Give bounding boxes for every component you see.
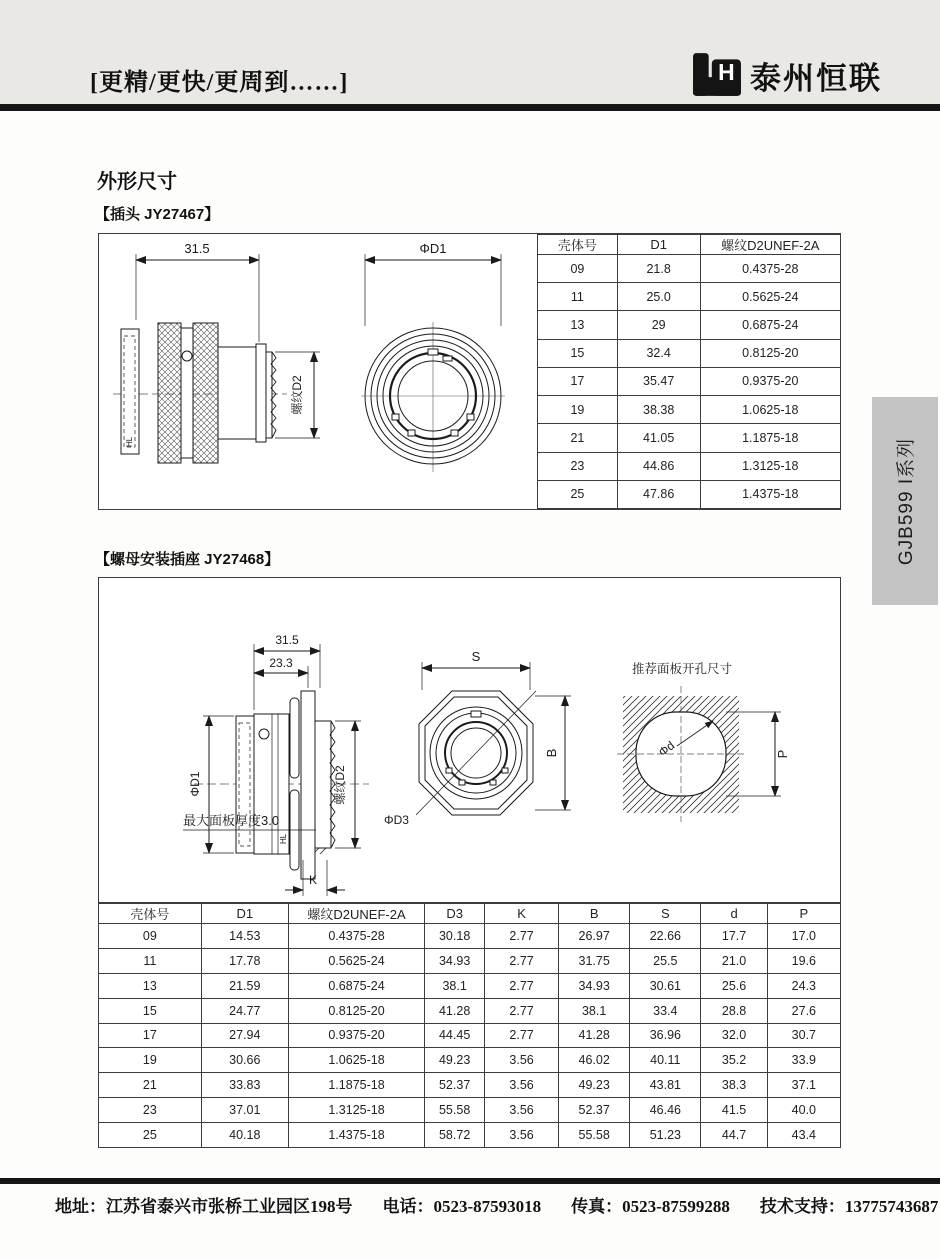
dim-23-3-label: 23.3 — [269, 656, 293, 670]
plug-dimension-table — [537, 234, 841, 509]
series-side-tab — [872, 397, 938, 605]
table-cell: 17 — [538, 367, 618, 395]
table-cell: 3.56 — [485, 1123, 559, 1148]
table-cell: 09 — [538, 255, 618, 283]
body-mark-label: HL — [125, 436, 134, 447]
table-cell: 1.3125-18 — [700, 452, 840, 480]
column-header: 螺纹D2UNEF-2A — [288, 904, 424, 924]
table-cell: 11 — [538, 283, 618, 311]
column-header: P — [767, 904, 840, 924]
plug-section-heading: 【插头 JY27467】 — [95, 206, 220, 223]
table-row — [99, 1023, 841, 1048]
column-header: 壳体号 — [99, 904, 202, 924]
table-cell: 0.5625-24 — [700, 283, 840, 311]
table-cell: 0.4375-28 — [700, 255, 840, 283]
table-cell: 15 — [99, 998, 202, 1023]
table-cell: 23 — [99, 1098, 202, 1123]
brand-name: 泰州恒联 — [750, 60, 882, 96]
table-row — [99, 973, 841, 998]
table-cell: 44.45 — [425, 1023, 485, 1048]
table-cell: 41.28 — [559, 1023, 630, 1048]
table-cell: 46.46 — [630, 1098, 701, 1123]
footer-support: 技术支持：13775743687 — [759, 1197, 939, 1216]
table-header-row — [538, 235, 841, 255]
table-cell: 0.6875-24 — [700, 311, 840, 339]
body-mark-label: HL — [279, 833, 288, 844]
table-row — [538, 480, 841, 508]
dim-31-5-label: 31.5 — [184, 241, 210, 256]
table-cell: 27.6 — [767, 998, 840, 1023]
table-cell: 27.94 — [201, 1023, 288, 1048]
table-row — [538, 255, 841, 283]
footer-address: 地址：江苏省泰兴市张桥工业园区198号 — [55, 1197, 353, 1216]
table-cell: 44.7 — [701, 1123, 767, 1148]
table-cell: 58.72 — [425, 1123, 485, 1148]
table-cell: 41.28 — [425, 998, 485, 1023]
table-cell: 30.66 — [201, 1048, 288, 1073]
table-cell: 1.0625-18 — [700, 396, 840, 424]
table-row — [538, 452, 841, 480]
receptacle-table-wrap — [98, 903, 841, 1148]
table-cell: 46.02 — [559, 1048, 630, 1073]
column-header: K — [485, 904, 559, 924]
table-cell: 52.37 — [425, 1073, 485, 1098]
table-cell: 2.77 — [485, 924, 559, 949]
table-cell: 19 — [99, 1048, 202, 1073]
table-cell: 33.9 — [767, 1048, 840, 1073]
table-cell: 1.0625-18 — [288, 1048, 424, 1073]
table-cell: 47.86 — [617, 480, 700, 508]
table-cell: 40.0 — [767, 1098, 840, 1123]
receptacle-face-view — [384, 649, 571, 827]
column-header: d — [701, 904, 767, 924]
table-cell: 25.5 — [630, 948, 701, 973]
table-row — [538, 283, 841, 311]
table-cell: 17.78 — [201, 948, 288, 973]
table-cell: 38.3 — [701, 1073, 767, 1098]
table-cell: 35.47 — [617, 367, 700, 395]
lh-logo-icon — [692, 50, 742, 100]
receptacle-drawing-box — [98, 577, 841, 903]
receptacle-side-view — [183, 633, 369, 896]
table-cell: 40.18 — [201, 1123, 288, 1148]
table-cell: 41.5 — [701, 1098, 767, 1123]
table-row — [99, 924, 841, 949]
dim-b-label: B — [544, 748, 559, 758]
table-cell: 19 — [538, 396, 618, 424]
column-header: B — [559, 904, 630, 924]
table-cell: 1.1875-18 — [700, 424, 840, 452]
table-cell: 37.1 — [767, 1073, 840, 1098]
table-cell: 3.56 — [485, 1048, 559, 1073]
table-cell: 38.1 — [559, 998, 630, 1023]
table-cell: 31.75 — [559, 948, 630, 973]
table-cell: 2.77 — [485, 948, 559, 973]
table-header-row — [99, 904, 841, 924]
column-header: D1 — [201, 904, 288, 924]
column-header: 螺纹D2UNEF-2A — [700, 235, 840, 255]
phi-d-label: Φd — [655, 738, 678, 760]
table-cell: 40.11 — [630, 1048, 701, 1073]
table-cell: 0.8125-20 — [288, 998, 424, 1023]
phi-d3-label: ΦD3 — [384, 813, 409, 827]
phi-d1-label: ΦD1 — [188, 771, 202, 797]
series-side-tab-label: GJB599 I系列 — [896, 437, 918, 565]
table-cell: 13 — [99, 973, 202, 998]
table-cell: 38.1 — [425, 973, 485, 998]
header-band — [0, 0, 940, 104]
table-cell: 34.93 — [425, 948, 485, 973]
table-cell: 33.4 — [630, 998, 701, 1023]
table-cell: 33.83 — [201, 1073, 288, 1098]
column-header: S — [630, 904, 701, 924]
table-cell: 21.8 — [617, 255, 700, 283]
dim-s-label: S — [471, 649, 481, 664]
table-cell: 34.93 — [559, 973, 630, 998]
plug-drawing-box — [98, 233, 841, 510]
table-cell: 2.77 — [485, 998, 559, 1023]
table-cell: 37.01 — [201, 1098, 288, 1123]
table-row — [538, 424, 841, 452]
table-cell: 52.37 — [559, 1098, 630, 1123]
table-cell: 1.1875-18 — [288, 1073, 424, 1098]
page-title: 外形尺寸 — [97, 171, 177, 193]
table-cell: 30.7 — [767, 1023, 840, 1048]
table-cell: 19.6 — [767, 948, 840, 973]
table-cell: 28.8 — [701, 998, 767, 1023]
receptacle-section-heading: 【螺母安装插座 JY27468】 — [95, 551, 280, 568]
table-cell: 22.66 — [630, 924, 701, 949]
table-cell: 23 — [538, 452, 618, 480]
table-cell: 3.56 — [485, 1098, 559, 1123]
table-cell: 41.05 — [617, 424, 700, 452]
dim-p-label: P — [775, 749, 790, 759]
footer-contact-line — [55, 1192, 939, 1217]
logo-h-letter: H — [718, 59, 735, 86]
table-cell: 2.77 — [485, 973, 559, 998]
table-cell: 2.77 — [485, 1023, 559, 1048]
column-header: D1 — [617, 235, 700, 255]
table-cell: 13 — [538, 311, 618, 339]
table-cell: 21 — [99, 1073, 202, 1098]
table-cell: 24.77 — [201, 998, 288, 1023]
table-cell: 35.2 — [701, 1048, 767, 1073]
footer-rule — [0, 1178, 940, 1184]
table-row — [99, 1073, 841, 1098]
table-cell: 38.38 — [617, 396, 700, 424]
table-cell: 55.58 — [425, 1098, 485, 1123]
plug-table-wrap — [537, 234, 841, 509]
table-row — [538, 396, 841, 424]
table-cell: 0.4375-28 — [288, 924, 424, 949]
receptacle-drawing — [99, 578, 840, 902]
table-cell: 17.0 — [767, 924, 840, 949]
table-cell: 25.0 — [617, 283, 700, 311]
dim-k-label: K — [308, 873, 318, 887]
plug-side-view — [113, 241, 320, 463]
table-cell: 21.59 — [201, 973, 288, 998]
table-cell: 21.0 — [701, 948, 767, 973]
table-cell: 32.4 — [617, 339, 700, 367]
dim-31-5-label: 31.5 — [275, 633, 299, 647]
table-row — [538, 339, 841, 367]
table-cell: 21 — [538, 424, 618, 452]
table-cell: 3.56 — [485, 1073, 559, 1098]
table-row — [99, 948, 841, 973]
table-row — [99, 1123, 841, 1148]
table-cell: 43.4 — [767, 1123, 840, 1148]
table-row — [538, 367, 841, 395]
receptacle-dimension-table — [98, 903, 841, 1148]
panel-thickness-note: 最大面板厚度3.0 — [183, 813, 280, 828]
table-row — [99, 1048, 841, 1073]
table-row — [99, 1098, 841, 1123]
company-logo — [692, 50, 882, 100]
table-cell: 49.23 — [425, 1048, 485, 1073]
panel-cutout-view — [617, 661, 790, 822]
table-cell: 0.5625-24 — [288, 948, 424, 973]
table-cell: 14.53 — [201, 924, 288, 949]
table-cell: 30.18 — [425, 924, 485, 949]
thread-d2-label: 螺纹D2 — [333, 765, 347, 805]
table-cell: 25 — [99, 1123, 202, 1148]
column-header: D3 — [425, 904, 485, 924]
table-cell: 55.58 — [559, 1123, 630, 1148]
table-cell: 43.81 — [630, 1073, 701, 1098]
table-cell: 25.6 — [701, 973, 767, 998]
table-cell: 30.61 — [630, 973, 701, 998]
table-cell: 17 — [99, 1023, 202, 1048]
table-cell: 17.7 — [701, 924, 767, 949]
table-cell: 0.6875-24 — [288, 973, 424, 998]
table-cell: 49.23 — [559, 1073, 630, 1098]
table-cell: 26.97 — [559, 924, 630, 949]
footer-fax: 传真：0523-87599288 — [571, 1197, 730, 1216]
column-header: 壳体号 — [538, 235, 618, 255]
plug-drawing — [99, 234, 537, 509]
table-cell: 29 — [617, 311, 700, 339]
thread-d2-label: 螺纹D2 — [290, 375, 304, 415]
table-cell: 15 — [538, 339, 618, 367]
table-cell: 51.23 — [630, 1123, 701, 1148]
table-cell: 36.96 — [630, 1023, 701, 1048]
table-cell: 24.3 — [767, 973, 840, 998]
table-row — [538, 311, 841, 339]
table-cell: 44.86 — [617, 452, 700, 480]
table-row — [99, 998, 841, 1023]
table-cell: 0.9375-20 — [700, 367, 840, 395]
table-cell: 25 — [538, 480, 618, 508]
table-cell: 1.4375-18 — [700, 480, 840, 508]
header-slogan: [更精/更快/更周到……] — [90, 70, 349, 96]
table-cell: 11 — [99, 948, 202, 973]
table-cell: 1.3125-18 — [288, 1098, 424, 1123]
table-cell: 09 — [99, 924, 202, 949]
phi-d1-label: ΦD1 — [419, 241, 447, 256]
table-cell: 32.0 — [701, 1023, 767, 1048]
footer-phone: 电话：0523-87593018 — [382, 1197, 542, 1216]
plug-front-view — [361, 241, 505, 472]
table-cell: 0.9375-20 — [288, 1023, 424, 1048]
cutout-title: 推荐面板开孔尺寸 — [631, 662, 733, 676]
header-rule — [0, 104, 940, 111]
table-cell: 1.4375-18 — [288, 1123, 424, 1148]
table-cell: 0.8125-20 — [700, 339, 840, 367]
